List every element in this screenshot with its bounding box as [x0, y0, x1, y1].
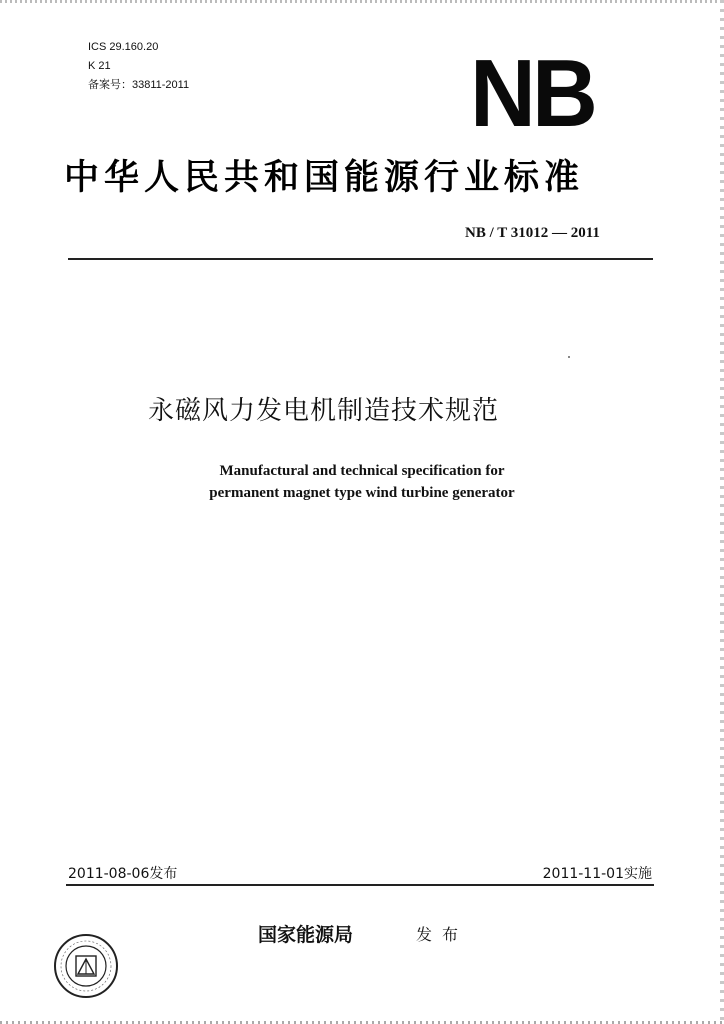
publisher-name: 国家能源局: [258, 924, 354, 946]
ics-code: ICS 29.160.20: [88, 41, 159, 53]
scan-dot: [568, 356, 570, 358]
implementation-date: 2011-11-01实施: [542, 866, 652, 882]
standard-category: 中华人民共和国能源行业标准: [64, 157, 585, 198]
classification-block: [88, 38, 189, 95]
scan-edge-top: [0, 0, 724, 3]
title-english: [140, 460, 584, 504]
publish-label: 发布: [416, 925, 469, 944]
record-number: 备案号：33811-2011: [88, 79, 190, 91]
bottom-divider: [66, 884, 654, 886]
top-divider: [68, 258, 653, 260]
publisher-seal-icon: [52, 932, 120, 1000]
title-english-line-2: permanent magnet type wind turbine generator: [209, 485, 515, 501]
class-code: K 21: [88, 60, 111, 72]
nb-logo: NB: [470, 40, 595, 147]
issue-date: 2011-08-06发布: [68, 866, 178, 882]
title-english-line-1: Manufactural and technical specification for: [219, 463, 505, 479]
standard-code: NB / T 31012 — 2011: [465, 225, 600, 241]
title-chinese: 永磁风力发电机制造技术规范: [148, 396, 500, 426]
scan-edge-right: [720, 0, 724, 1024]
